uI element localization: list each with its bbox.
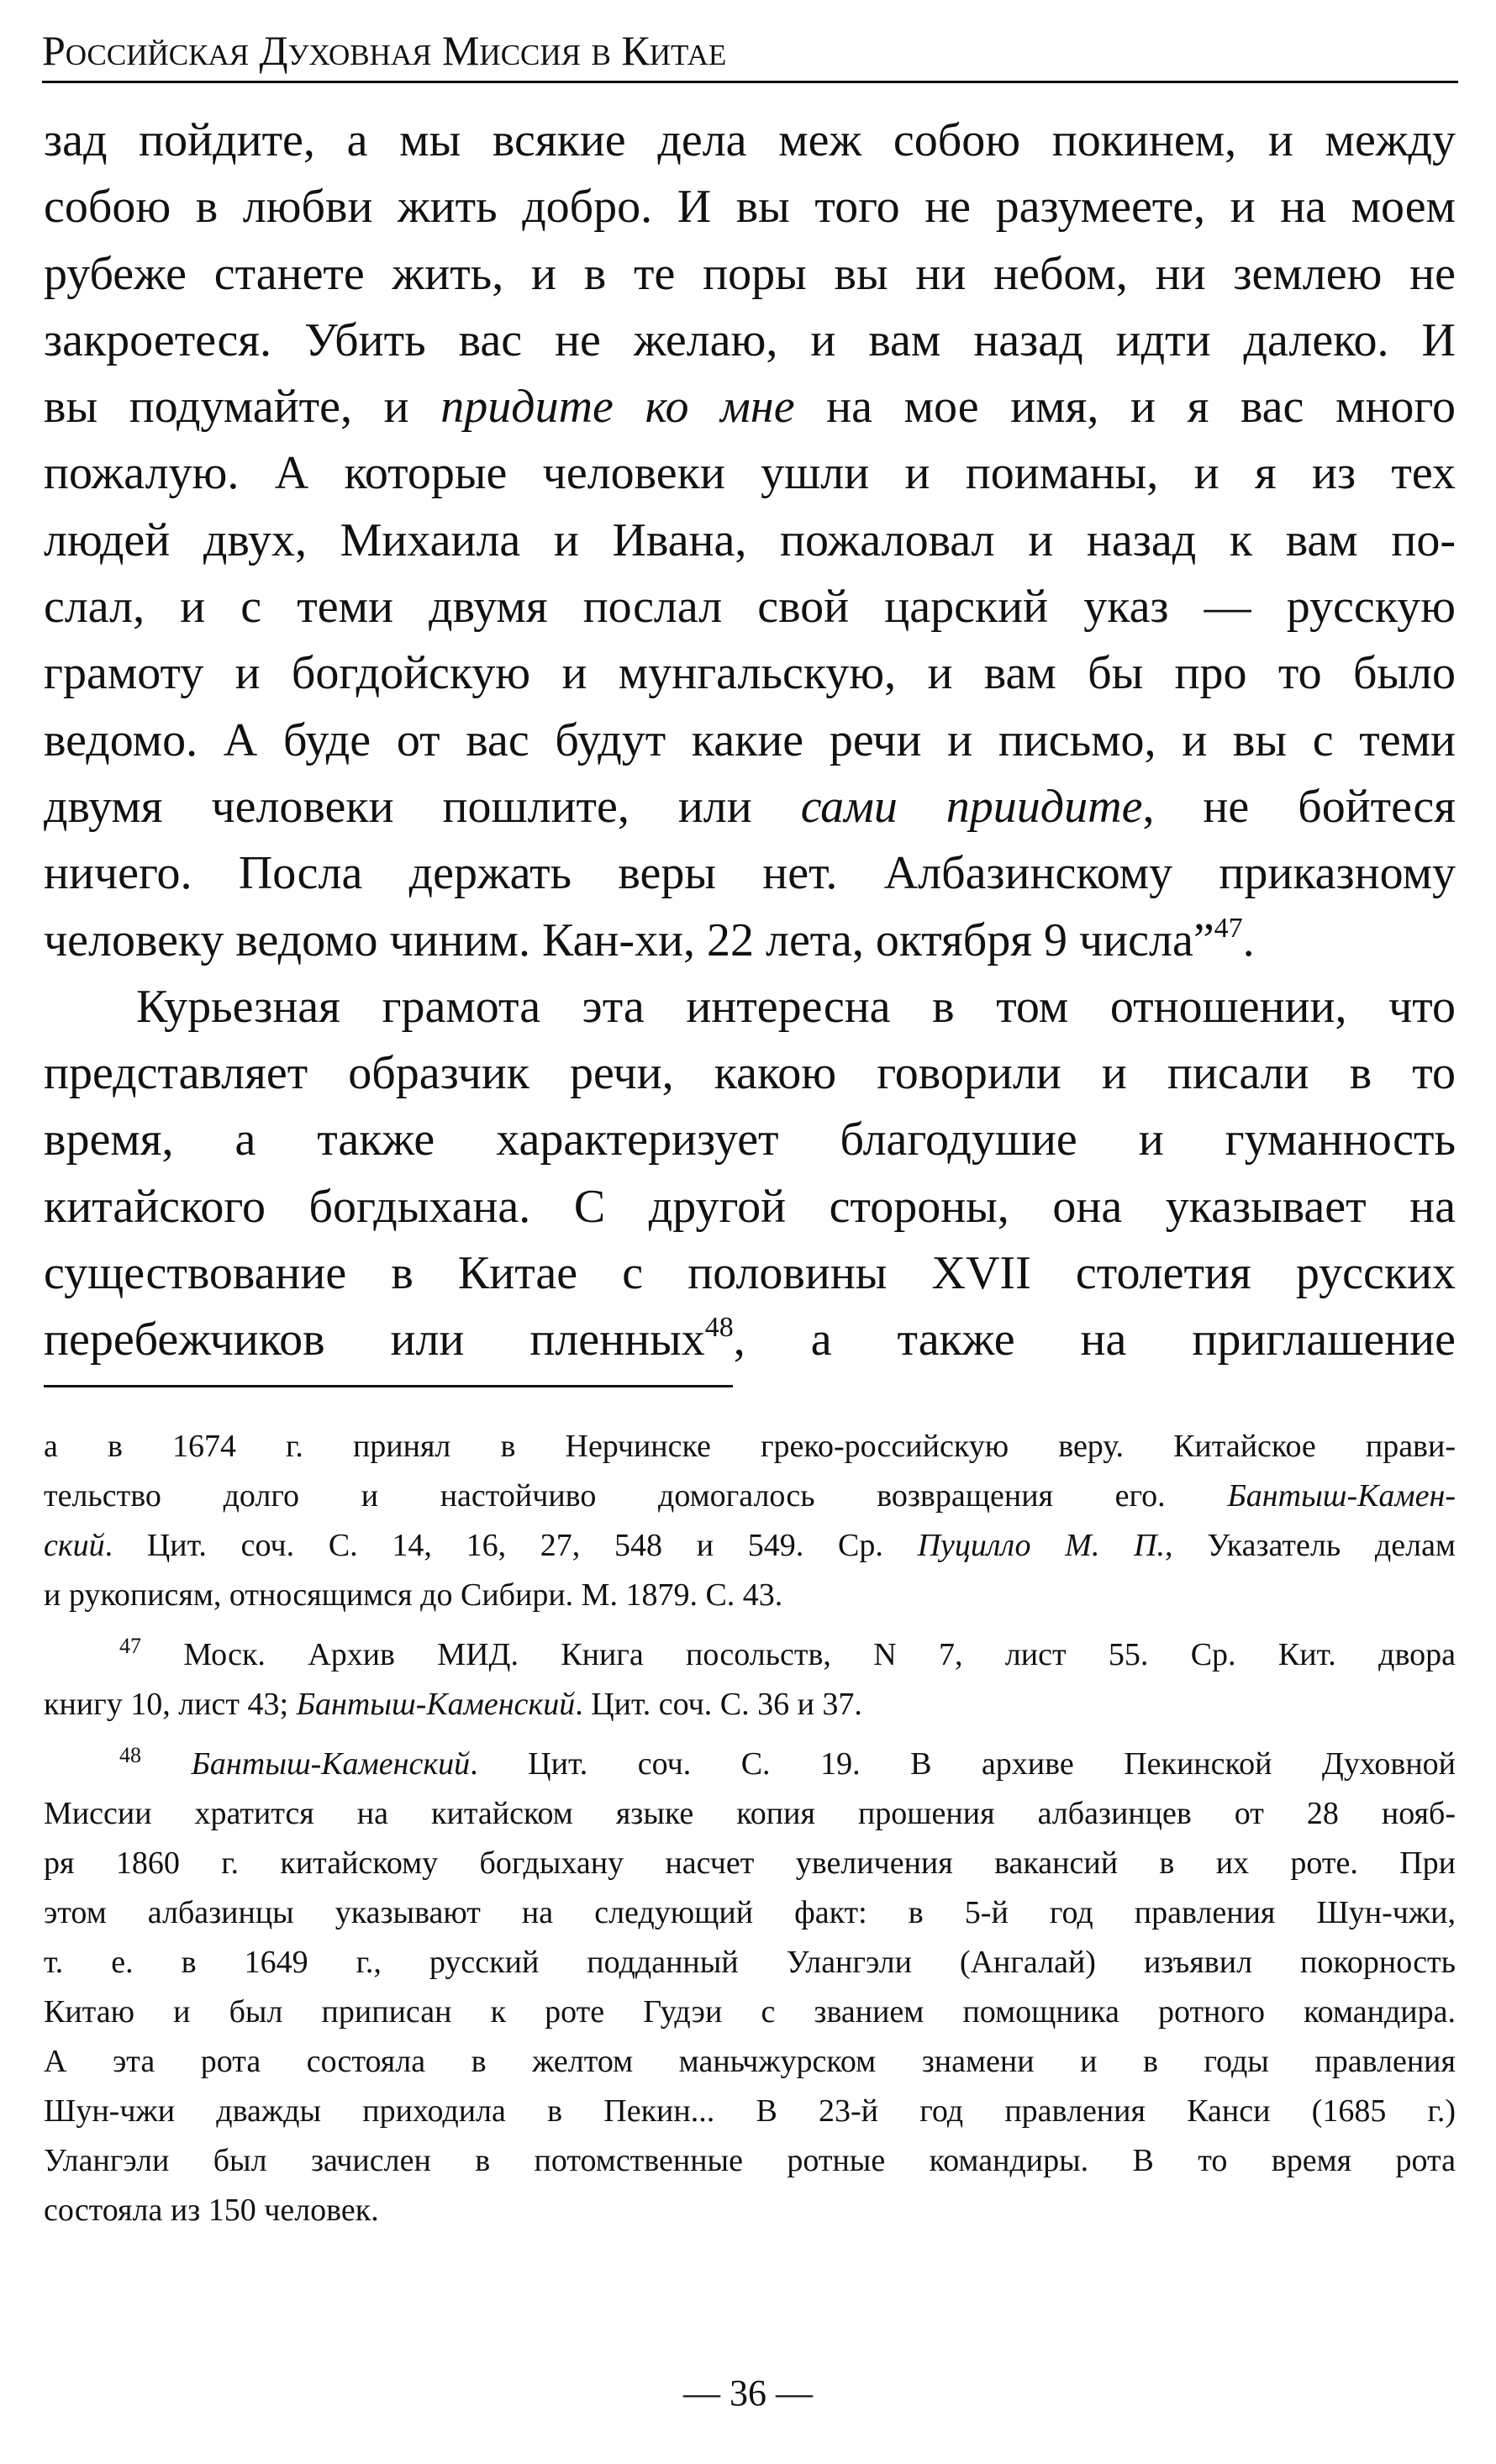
italic-phrase: сами приидите	[800, 780, 1143, 833]
footnote-ref-47: 47	[1214, 912, 1243, 944]
text-fragment: .	[1242, 913, 1255, 966]
footnote-line: состояла из 150 человек.	[44, 2193, 379, 2228]
italic-phrase: ский	[44, 1528, 105, 1563]
text-fragment: перебежчиков или пленных	[44, 1314, 705, 1366]
text-fragment: , а также на приглашение	[733, 1314, 1456, 1366]
text-line: закроетеся. Убить вас не желаю, и вам назад идти далеко. И	[44, 313, 1456, 366]
text-line	[44, 908, 1456, 974]
footnote-line	[44, 1472, 1456, 1521]
footnote-line: А эта рота состояла в желтом маньчжурском знамени и в годы правления	[44, 2044, 1456, 2079]
text-fragment: двумя человеки пошлите, или	[44, 780, 801, 833]
text-line: пожалую. А которые человеки ушли и поиманы, и я из тех	[44, 447, 1456, 500]
text-line: зад пойдите, а мы всякие дела меж собою покинем, и между	[44, 114, 1456, 166]
italic-phrase: Бантыш-Каменский	[296, 1687, 576, 1722]
footnote-marker: 47	[119, 1634, 141, 1658]
text-line: рубеже станете жить, и в те поры вы ни небом, ни землею не	[44, 247, 1456, 300]
text-line: существование в Китае с половины XVII столетия русских	[44, 1247, 1456, 1300]
footnote-line	[44, 1680, 1456, 1730]
text-line	[44, 774, 1456, 840]
main-text-body	[44, 108, 1456, 1374]
footnote-line: т. е. в 1649 г., русский подданный Улангэли (Ангалай) изъявил покорность	[44, 1945, 1456, 1980]
footnote-line	[44, 1521, 1456, 1571]
header-rule	[42, 81, 1458, 83]
text-line: слал, и с теми двумя послал свой царский указ — русскую	[44, 581, 1456, 634]
text-fragment: тельство долго и настойчиво домогалось возвращения его.	[44, 1478, 1228, 1514]
text-line	[44, 1307, 1456, 1373]
text-fragment: , не бойтеся	[1142, 780, 1456, 833]
footnote-line: Китаю и был приписан к роте Гудэи с званием помощника ротного командира.	[44, 1994, 1456, 2030]
text-line: собою в любви жить добро. И вы того не разумеете, и на моем	[44, 181, 1456, 234]
footnotes	[44, 1422, 1456, 2235]
text-line: грамоту и богдойскую и мунгальскую, и вам бы про то было	[44, 647, 1456, 700]
text-line	[44, 374, 1456, 440]
text-line: время, а также характеризует благодушие и гуманность	[44, 1114, 1456, 1166]
text-line: китайского богдыхана. С другой стороны, она указывает на	[44, 1180, 1456, 1233]
footnote-line: Улангэли был зачислен в потомственные ротные командиры. В то время рота	[44, 2143, 1456, 2178]
text-fragment: на мое имя, и я вас много	[794, 381, 1456, 434]
text-fragment: вы подумайте, и	[44, 381, 441, 434]
footnote-47	[44, 1630, 1456, 1680]
text-fragment: . Цит. соч. С. 14, 16, 27, 548 и 549. Ср.	[104, 1528, 918, 1563]
footnote-rule	[44, 1385, 733, 1387]
footnote-line: а в 1674 г. принял в Нерчинске греко-российскую веру. Китайское прави-	[44, 1429, 1456, 1464]
footnote-line: Шун-чжи дважды приходила в Пекин... В 23-й год правления Канси (1685 г.)	[44, 2093, 1456, 2129]
footnote-gap	[44, 1730, 1456, 1740]
footnote-line: ря 1860 г. китайскому богдыхану насчет увеличения вакансий в их роте. При	[44, 1845, 1456, 1881]
text-fragment: , Указатель делам	[1165, 1528, 1456, 1563]
text-line: Курьезная грамота эта интересна в том отношении, что	[136, 980, 1456, 1033]
footnote-line: и рукописям, относящимся до Сибири. М. 1879. С. 43.	[44, 1577, 783, 1613]
text-fragment: . Цит. соч. С. 36 и 37.	[575, 1687, 862, 1722]
footnote-line: этом албазинцы указывают на следующий факт: в 5-й год правления Шун-чжи,	[44, 1895, 1456, 1930]
running-title: Российская Духовная Миссия в Китае	[42, 27, 727, 74]
footnote-ref-48: 48	[704, 1312, 734, 1344]
footnote-48	[44, 1740, 1456, 1789]
italic-phrase: придите ко мне	[440, 381, 795, 434]
footnote-gap	[44, 1620, 1456, 1630]
text-fragment: книгу 10, лист 43;	[44, 1687, 297, 1722]
italic-phrase: Бантыш-Камен-	[1227, 1478, 1456, 1514]
italic-phrase: Пуцилло М. П.	[917, 1528, 1165, 1563]
text-fragment: человеку ведомо чиним. Кан-хи, 22 лета, октября 9 числа”	[44, 913, 1214, 966]
page-number: — 36 —	[683, 2372, 813, 2414]
italic-phrase: Бантыш-Каменский	[191, 1746, 471, 1782]
text-line: ведомо. А буде от вас будут какие речи и письмо, и вы с теми	[44, 713, 1456, 766]
footnote-line: Миссии хратится на китайском языке копия прошения албазинцев от 28 нояб-	[44, 1796, 1456, 1831]
text-fragment: Моск. Архив МИД. Книга посольств, N 7, лист 55. Ср. Кит. двора	[141, 1637, 1456, 1672]
footnote-marker: 48	[119, 1743, 141, 1767]
text-line: ничего. Посла держать веры нет. Албазинскому приказному	[44, 847, 1456, 900]
text-fragment: . Цит. соч. С. 19. В архиве Пекинской Духовной	[470, 1746, 1456, 1782]
text-line: представляет образчик речи, какою говорили и писали в то	[44, 1047, 1456, 1100]
text-line: людей двух, Михаила и Ивана, пожаловал и назад к вам по-	[44, 513, 1456, 566]
